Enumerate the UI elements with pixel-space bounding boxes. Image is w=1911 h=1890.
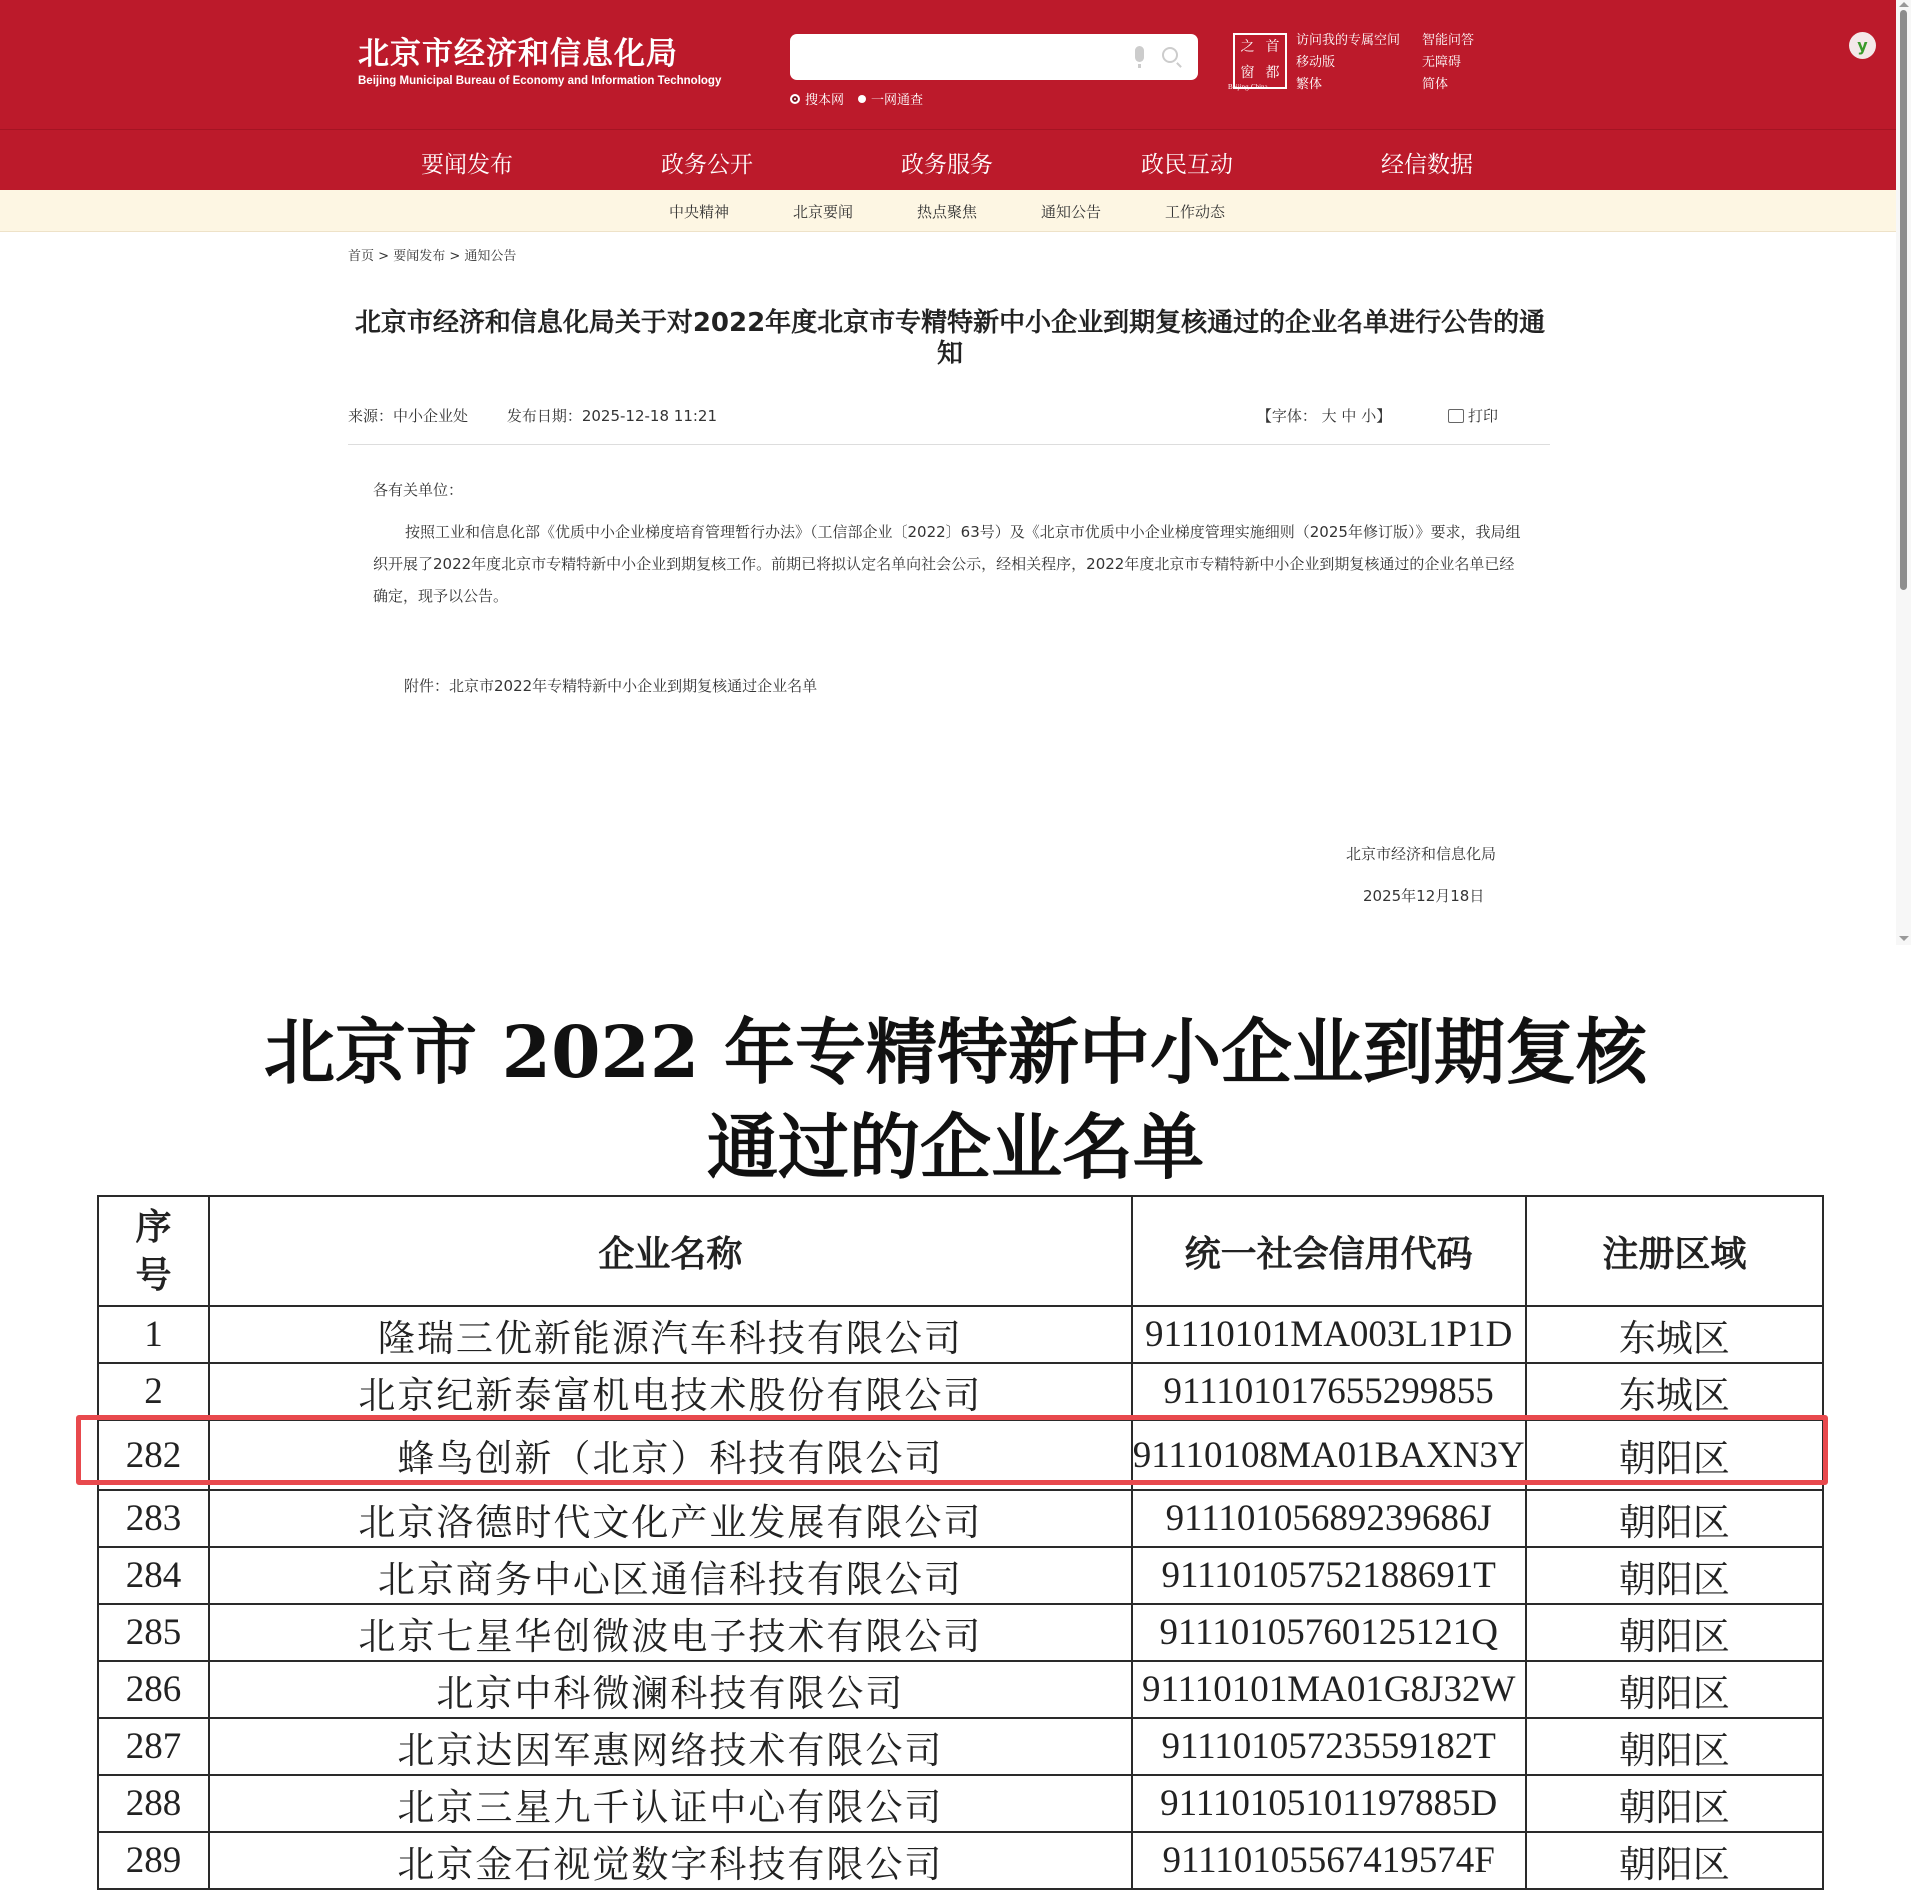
company-list-table (97, 1195, 1824, 1890)
table-row: 288 北京三星九千认证中心有限公司 91110105101197885D 朝阳区 (98, 1775, 1823, 1832)
table-row: 283 北京洛德时代文化产业发展有限公司 91110105689239686J 朝阳区 (98, 1490, 1823, 1547)
subnav-notices[interactable]: 通知公告 (1041, 203, 1102, 221)
col-header-no: 序号 (98, 1196, 209, 1306)
article-date: 2025-12-18 11:21 (581, 407, 717, 425)
search-input[interactable] (790, 34, 1198, 80)
capital-window-emblem[interactable]: 之 首 窗 都 (1233, 33, 1287, 89)
nav-item-gov-services[interactable]: 政务服务 (901, 152, 993, 178)
article-body (373, 474, 1525, 612)
table-row: 285 北京七星华创微波电子技术有限公司 91110105760125121Q 朝阳区 (98, 1604, 1823, 1661)
attachment-link[interactable]: 附件：北京市2022年专精特新中小企业到期复核通过企业名单 (404, 677, 818, 695)
nav-item-data[interactable]: 经信数据 (1381, 152, 1473, 178)
breadcrumb-news[interactable]: 要闻发布 (393, 249, 446, 264)
article-source: 中小企业处 (393, 407, 469, 425)
radio-unselected-icon (858, 95, 866, 103)
radio-selected-icon (790, 94, 800, 104)
table-row-highlighted: 282 蜂鸟创新（北京）科技有限公司 91110108MA01BAXN3Y 朝阳区 (98, 1420, 1823, 1490)
print-button[interactable]: 打印 (1467, 407, 1498, 425)
nav-item-news[interactable]: 要闻发布 (421, 146, 513, 179)
table-row: 1 隆瑞三优新能源汽车科技有限公司 91110101MA003L1P1D 东城区 (98, 1306, 1823, 1363)
col-header-name: 企业名称 (209, 1196, 1132, 1306)
site-logo-cn[interactable]: 北京市经济和信息化局 (358, 36, 678, 72)
microphone-icon[interactable] (1135, 46, 1144, 62)
subnav-hot-topics[interactable]: 热点聚焦 (917, 203, 978, 221)
link-simplified[interactable]: 简体 (1422, 77, 1449, 92)
col-header-code: 统一社会信用代码 (1132, 1196, 1526, 1306)
vertical-scrollbar[interactable] (1896, 0, 1911, 945)
site-header (0, 0, 1896, 129)
table-row: 289 北京金石视觉数字科技有限公司 91110105567419574F 朝阳区 (98, 1832, 1823, 1889)
link-mobile[interactable]: 移动版 (1296, 55, 1336, 70)
breadcrumb-home[interactable]: 首页 (348, 249, 375, 264)
table-row: 284 北京商务中心区通信科技有限公司 91110105752188691T 朝阳区 (98, 1547, 1823, 1604)
breadcrumb-notices[interactable]: 通知公告 (464, 249, 517, 264)
table-row: 287 北京达因军惠网络技术有限公司 91110105723559182T 朝阳区 (98, 1718, 1823, 1775)
quick-links (1296, 32, 1502, 93)
attachment-document-title: 北京市 2022 年专精特新中小企业到期复核 通过的企业名单 (263, 1010, 1648, 1189)
main-nav (0, 129, 1896, 191)
meta-divider (348, 444, 1550, 445)
link-traditional[interactable]: 繁体 (1296, 77, 1323, 92)
table-header-row (98, 1196, 1823, 1306)
col-header-district: 注册区域 (1526, 1196, 1823, 1306)
nav-item-interaction[interactable]: 政民互动 (1141, 152, 1233, 178)
link-personal-space[interactable]: 访问我的专属空间 (1296, 33, 1401, 48)
sub-nav (0, 190, 1896, 232)
signature-date: 2025年12月18日 (1363, 887, 1485, 905)
radio-search-site[interactable]: 搜本网 (790, 89, 844, 108)
emblem-caption: Beijing-China (1228, 83, 1268, 91)
signature: 北京市经济和信息化局 (1346, 845, 1497, 863)
subnav-beijing-news[interactable]: 北京要闻 (793, 203, 854, 221)
breadcrumb: 首页 > 要闻发布 > 通知公告 (348, 249, 517, 264)
table-row: 2 北京纪新泰富机电技术股份有限公司 911101017655299855 东城区 (98, 1363, 1823, 1420)
scroll-up-icon[interactable] (1899, 2, 1909, 7)
subnav-work-updates[interactable]: 工作动态 (1165, 203, 1226, 221)
article-title: 北京市经济和信息化局关于对2022年度北京市专精特新中小企业到期复核通过的企业名单进行公告的通知 (354, 308, 1546, 369)
salutation: 各有关单位： (373, 481, 464, 499)
scroll-down-icon[interactable] (1899, 936, 1909, 941)
site-logo-en: Beijing Municipal Bureau of Economy and Information Technology (358, 75, 722, 87)
table-row: 286 北京中科微澜科技有限公司 91110101MA01G8J32W 朝阳区 (98, 1661, 1823, 1718)
nav-item-gov-affairs[interactable]: 政务公开 (661, 152, 753, 178)
search-icon[interactable] (1162, 47, 1178, 63)
printer-icon[interactable] (1448, 409, 1464, 423)
article-paragraph: 按照工业和信息化部《优质中小企业梯度培育管理暂行办法》（工信部企业〔2022〕63号）及《北京市优质中小企业梯度管理实施细则（2025年修订版）》要求，我局组织开展了2022年度北京市专精特新中小企业到期复核工作。前期已将拟认定名单向社会公示，经相关程序，2022年度北京市专精特新中小企业到期复核通过的企业名单已经确定，现予以公告。 (373, 523, 1521, 605)
font-size-control[interactable]: 【字体： 大 中 小】 (1256, 407, 1392, 425)
link-smart-qa[interactable]: 智能问答 (1422, 33, 1475, 48)
subnav-central[interactable]: 中央精神 (669, 203, 730, 221)
scrollbar-thumb[interactable] (1900, 10, 1907, 590)
link-accessibility[interactable]: 无障碍 (1422, 55, 1462, 70)
web-page: 北京市经济和信息化局 Beijing Municipal Bureau of Economy and Information Technology 搜本网 一网通查 之 首 窗 都 Beijing-China 访问我的专属空间 智能问答 移动版 无障碍 繁体 简体 y 要闻发布 政务公开 政务服务 政民互动 经信数据 中央精神 北京要闻 热点聚焦 通知公告 工作动态 首页 > 要闻发布 > 通知公告 北京市经济和信息化局关于对2022年度北京市专精特新中小企业到期复核通过的企业名单进行公告的通知 来源：中小企业处 发布日期：2025-12-18 11:21 【字体： 大 中 小】 打印 各有关单位： 按照工业和信息化部《优质中小企业梯度培育管理暂行办法》（工信部企业〔2022〕63号）及《北京市优质中小企业梯度管理实施细则（2025年修订版）》要求，我局组织开展了2022年度北京市专精特新中小企业到期复核工作。前期已将拟认定名单向社会公示，经相关程序，2022年度北京市专精特新中小企业到期复核通过的企业名单已经确定，现予以公告。 附件：北京市2022年专精特新中小企业到期复核通过企业名单 北京市经济和信息化局 2025年12月18日 (0, 0, 1896, 945)
radio-search-all[interactable]: 一网通查 (858, 89, 923, 108)
search-scope (790, 89, 923, 108)
extension-badge-icon[interactable]: y (1849, 32, 1876, 59)
